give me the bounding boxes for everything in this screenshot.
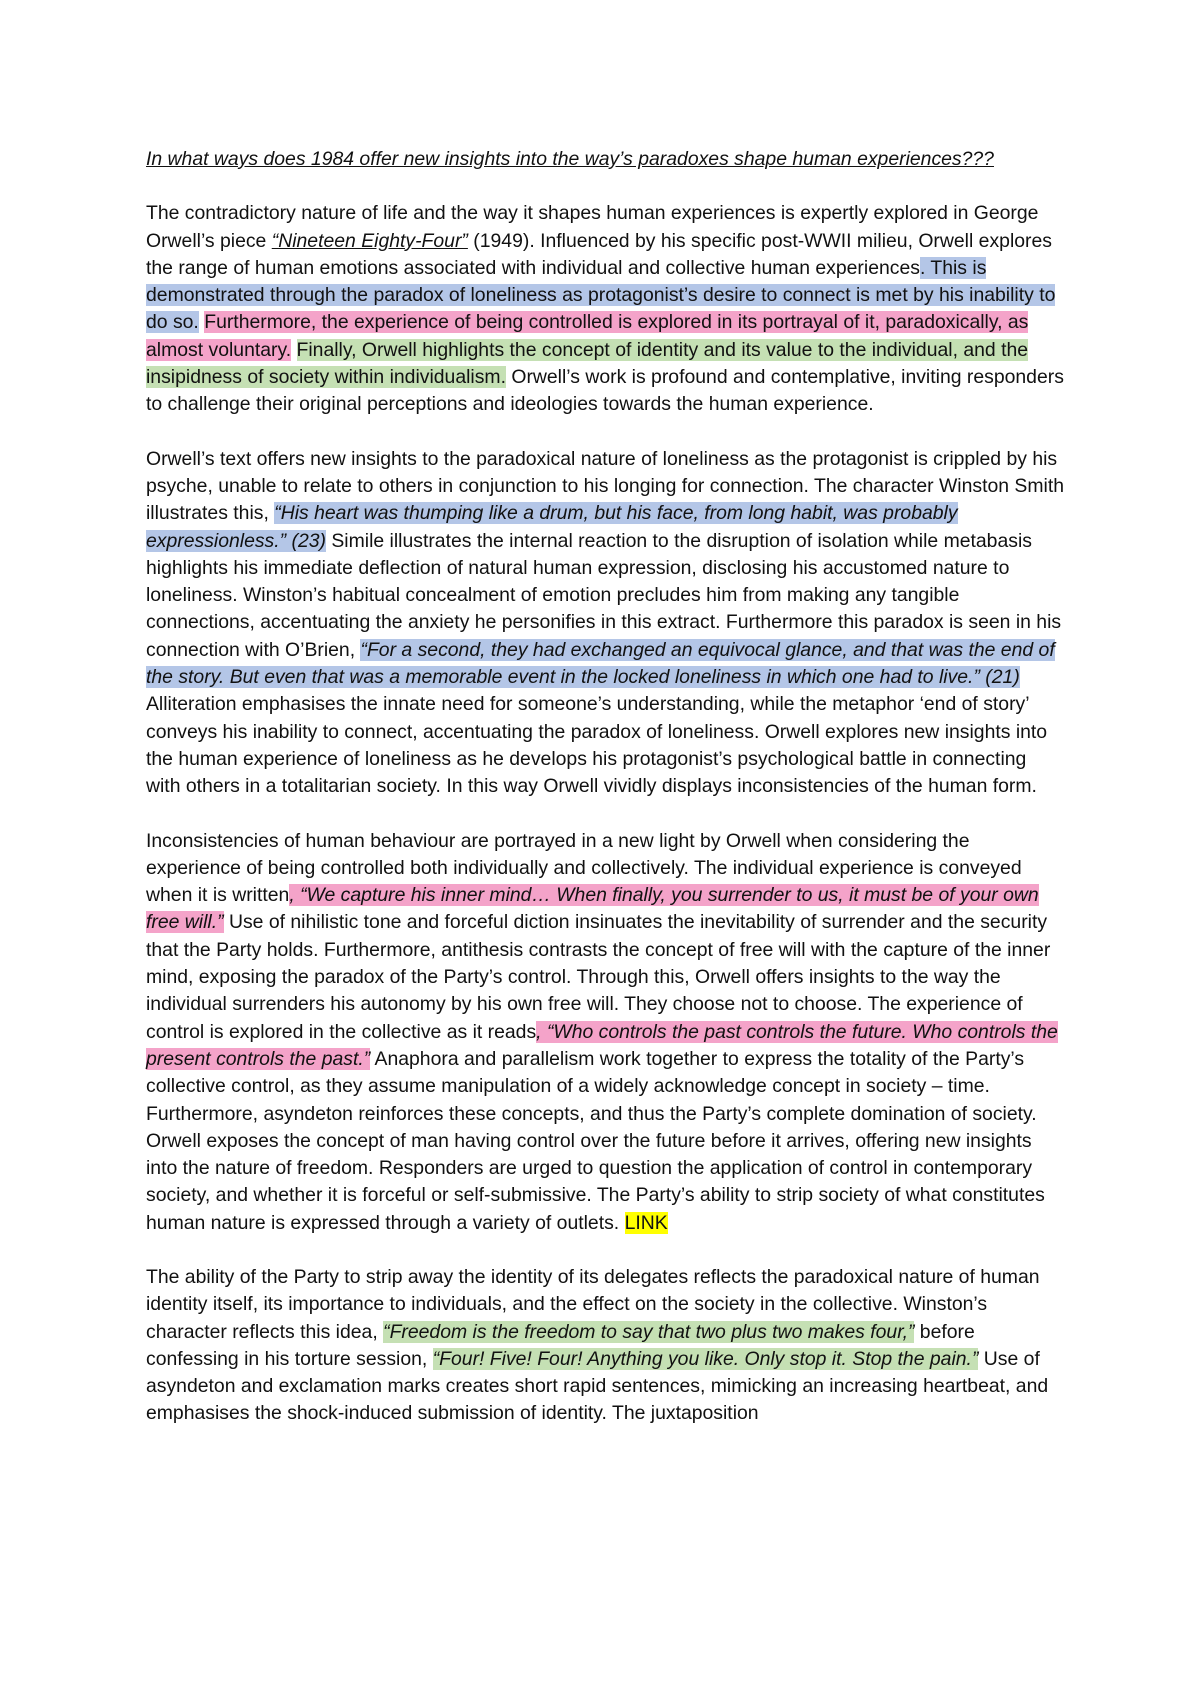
link-marker-highlight: LINK (624, 1211, 668, 1234)
body-text: Use of nihilistic tone and forceful diction insinuates the inevitability of surrender and the security that the Party holds. Furthermore, antithesis contrasts the concept of free will with the capture of the inner mind, exposing the paradox of the Party’s control. Through this, Orwell offers insights to the way the individual surrenders his autonomy by his own free will. They choose not to choose. The experience of control is explored in the collective as it reads (146, 911, 1051, 1043)
body-text: Orwell’s text offers new insights to the paradoxical nature of loneliness as the protagonist is crippled by his psyche, unable to relate to others in conjunction to his longing for connection. The character Winston Smith illustrates this, (146, 447, 1064, 525)
quote-controls-the-past: , “Who controls the past controls the future. Who controls the present controls the past.” (146, 1020, 1058, 1070)
intro-text: (1949). Influenced by his specific post-WWII milieu, Orwell explores the range of human emotions associated with individual and collective human experiences (146, 229, 1052, 279)
quote-heart-thumping: “His heart was thumping like a drum, but his face, from long habit, was probably expressionless.” (23) (146, 502, 958, 552)
thesis-control-highlight: Furthermore, the experience of being controlled is explored in its portrayal of it, paradoxically, as almost voluntary. (146, 311, 1029, 361)
body-text: before confessing in his torture session, (146, 1320, 975, 1370)
work-title: “Nineteen Eighty-Four” (271, 229, 468, 252)
body-text: Simile illustrates the internal reaction to the disruption of isolation while metabasis highlights his immediate deflection of natural human expression, disclosing his accustomed nature to loneliness. Winston’s habitual concealment of emotion precludes him from making any tangible connections, accentuating the anxiety he personifies in this extract. Furthermore this paradox is seen in his connection with O’Brien, (146, 529, 1062, 661)
quote-stop-the-pain: “Four! Five! Four! Anything you like. Only stop it. Stop the pain.” (432, 1347, 979, 1370)
paragraph-control (146, 828, 1066, 1237)
paragraph-introduction (146, 200, 1066, 418)
body-text: Alliteration emphasises the innate need for someone’s understanding, while the metaphor ‘end of story’ conveys his inability to connect, accentuating the paradox of loneliness. Orwell explores new insights into the human experience of loneliness as he develops his protagonist’s psychological battle in connecting with others in a totalitarian society. In this way Orwell vividly displays inconsistencies of the human form. (146, 693, 1048, 798)
body-text: The ability of the Party to strip away the identity of its delegates reflects the paradoxical nature of human identity itself, its importance to individuals, and the effect on the society in the collective. Winston’s character reflects this idea, (146, 1265, 1040, 1343)
paragraph-loneliness (146, 446, 1066, 801)
thesis-loneliness-highlight: . This is demonstrated through the paradox of loneliness as protagonist’s desire to connect is met by his inability to do so. (146, 256, 1056, 334)
body-text: Inconsistencies of human behaviour are portrayed in a new light by Orwell when considering the experience of being controlled both individually and collectively. The individual experience is conveyed when it is written (146, 829, 1022, 907)
body-text: Anaphora and parallelism work together to express the totality of the Party’s collective control, as they assume manipulation of a widely acknowledge concept in society – time. Furthermore, asyndeton reinforces these concepts, and thus the Party’s complete domination of society. Orwell exposes the concept of man having control over the future before it arrives, offering new insights into the nature of freedom. Responders are urged to question the application of control in contemporary society, and whether it is forceful or self-submissive. The Party’s ability to strip society of what constitutes human nature is expressed through a variety of outlets. (146, 1047, 1045, 1234)
spacer-text (291, 339, 296, 361)
quote-equivocal-glance: “For a second, they had exchanged an equivocal glance, and that was the end of the story. But even that was a memorable event in the locked loneliness in which one had to live.” (21) (146, 638, 1055, 689)
paragraph-identity (146, 1264, 1066, 1428)
intro-text: Orwell’s work is profound and contemplative, inviting responders to challenge their original perceptions and ideologies towards the human experience. (146, 366, 1064, 416)
intro-text: The contradictory nature of life and the way it shapes human experiences is expertly explored in George Orwell’s piece (146, 202, 1039, 252)
essay-question-title: In what ways does 1984 offer new insights into the way’s paradoxes shape human experiences??? (146, 148, 994, 170)
body-text: Use of asyndeton and exclamation marks creates short rapid sentences, mimicking an increasing heartbeat, and emphasises the shock-induced submission of identity. The juxtaposition (146, 1347, 1049, 1425)
thesis-identity-highlight: Finally, Orwell highlights the concept of identity and its value to the individual, and the insipidness of society within individualism. (146, 338, 1029, 389)
quote-two-plus-two: “Freedom is the freedom to say that two plus two makes four,” (383, 1320, 915, 1343)
quote-inner-mind: , “We capture his inner mind… When finally, you surrender to us, it must be of your own free will.” (146, 884, 1039, 934)
document-body (146, 146, 1066, 1455)
